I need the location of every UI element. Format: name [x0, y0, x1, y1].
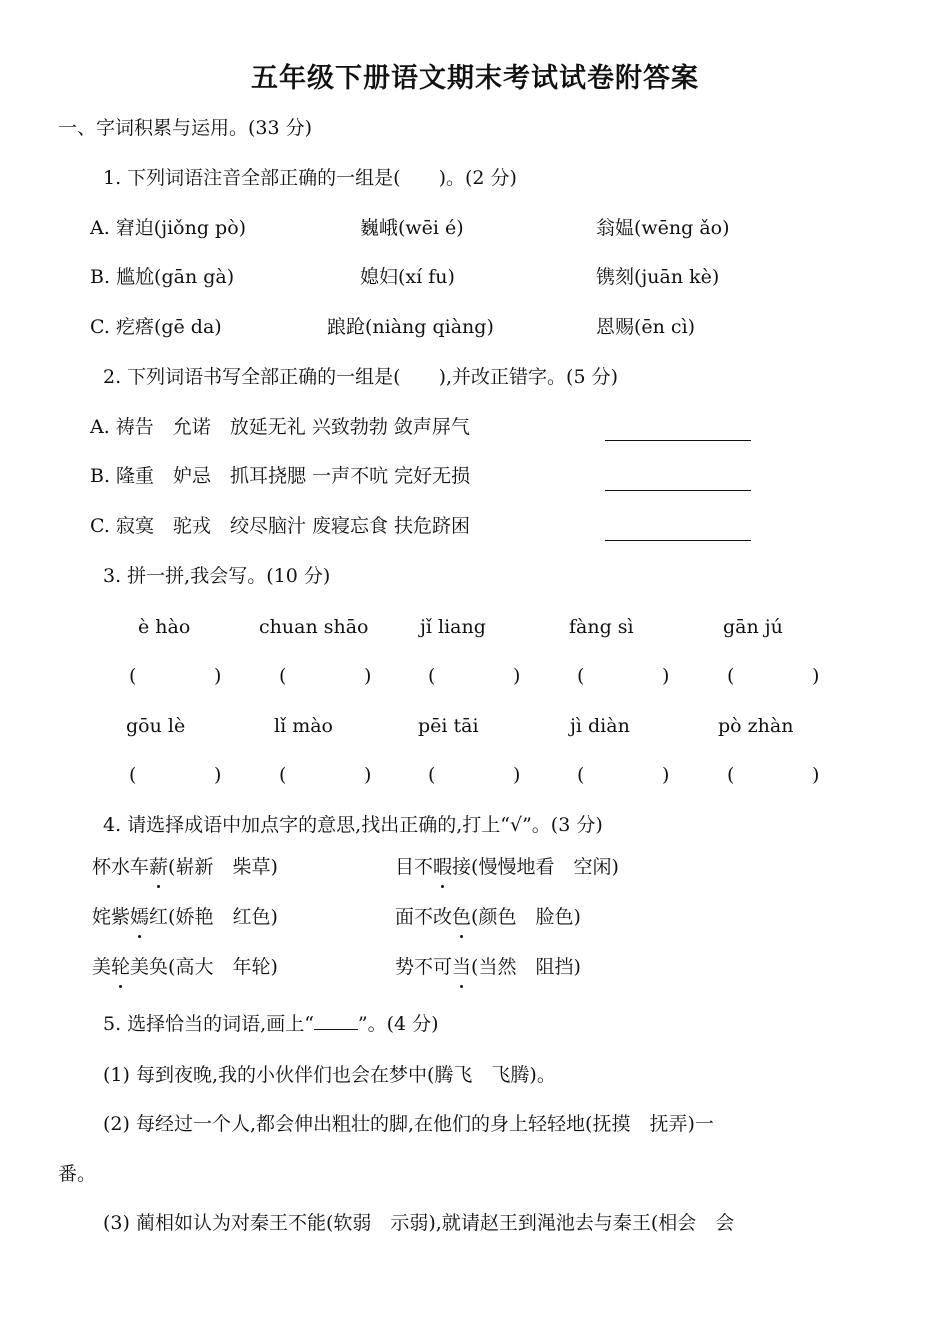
paren-close: ): [812, 665, 820, 687]
q5-sentence-3: (3) 蔺相如认为对秦王不能(软弱 示弱),就请赵王到渑池去与秦王(相会 会: [103, 1212, 735, 1234]
paren-close: ): [513, 665, 521, 687]
pinyin-item: jǐ liang: [420, 616, 486, 638]
q4-options[interactable]: (慢慢地看 空闲): [471, 856, 619, 878]
q1-option-b-3: 镌刻(juān kè): [596, 266, 720, 288]
pinyin-item: pò zhàn: [718, 715, 794, 737]
dotted-char: 薪: [149, 853, 168, 881]
q2-stem: 2. 下列词语书写全部正确的一组是( ),并改正错字。(5 分): [103, 366, 618, 388]
q1-option-b-2: 媳妇(xí fu): [360, 266, 455, 288]
pinyin-item: chuan shāo: [259, 616, 369, 638]
paren-open: (: [428, 764, 436, 786]
q4-stem: 4. 请选择成语中加点字的意思,找出正确的,打上“√”。(3 分): [103, 814, 603, 836]
pinyin-item: gān jú: [723, 616, 783, 638]
paren-open: (: [577, 764, 585, 786]
q1-option-c-2: 踉跄(niàng qiàng): [327, 316, 494, 338]
q4-options[interactable]: (娇艳 红色): [168, 906, 278, 928]
q2-option-b: B. 隆重 妒忌 抓耳挠腮 一声不吭 完好无损: [90, 465, 471, 487]
paren-open: (: [129, 665, 137, 687]
pinyin-item: è hào: [138, 616, 191, 638]
paren-close: ): [364, 665, 372, 687]
q4-idiom: 面不改色(颜色 脸色): [395, 903, 581, 931]
section-heading: 一、字词积累与运用。(33 分): [58, 117, 313, 139]
underline-sample: [314, 1011, 358, 1030]
dotted-char: 轮: [111, 953, 130, 981]
q4-idiom: 杯水车薪(崭新 柴草): [92, 853, 278, 881]
dotted-char: 嫣: [130, 903, 149, 931]
pinyin-item: lǐ mào: [274, 715, 333, 737]
page-title: 五年级下册语文期末考试试卷附答案: [251, 63, 699, 94]
q4-idiom: 姹紫嫣红(娇艳 红色): [92, 903, 278, 931]
q4-options[interactable]: (当然 阻挡): [471, 956, 581, 978]
pinyin-item: jì diàn: [570, 715, 630, 737]
paren-open: (: [428, 665, 436, 687]
q2-answer-blank-b[interactable]: [605, 490, 751, 491]
paren-close: ): [812, 764, 820, 786]
q4-options[interactable]: (崭新 柴草): [168, 856, 278, 878]
q4-idiom: 目不暇接(慢慢地看 空闲): [395, 853, 619, 881]
paren-open: (: [129, 764, 137, 786]
q1-option-a-2: 巍峨(wēi é): [360, 217, 464, 239]
q5-sentence-1: (1) 每到夜晚,我的小伙伴们也会在梦中(腾飞 飞腾)。: [103, 1064, 556, 1086]
q2-option-a: A. 祷告 允诺 放延无礼 兴致勃勃 敛声屏气: [90, 416, 470, 438]
paren-open: (: [727, 665, 735, 687]
pinyin-item: fàng sì: [569, 616, 634, 638]
dotted-char: 当: [452, 953, 471, 981]
q4-idiom: 美轮美奂(高大 年轮): [92, 953, 278, 981]
q5-sentence-2: (2) 每经过一个人,都会伸出粗壮的脚,在他们的身上轻轻地(抚摸 抚弄)一: [103, 1113, 714, 1135]
pinyin-item: pēi tāi: [418, 715, 479, 737]
pinyin-item: gōu lè: [126, 715, 186, 737]
q5-sentence-2-cont: 番。: [58, 1163, 97, 1185]
q2-answer-blank-a[interactable]: [605, 440, 751, 441]
dotted-char: 色: [452, 903, 471, 931]
q2-option-c: C. 寂寞 驼戎 绞尽脑汁 废寝忘食 扶危跻困: [90, 515, 471, 537]
q4-idiom: 势不可当(当然 阻挡): [395, 953, 581, 981]
q2-answer-blank-c[interactable]: [605, 540, 751, 541]
paren-open: (: [279, 764, 287, 786]
q1-option-a-3: 翁媪(wēng ǎo): [596, 217, 730, 239]
paren-close: ): [662, 764, 670, 786]
dotted-char: 暇: [433, 853, 452, 881]
q1-option-b-1: B. 尴尬(gān gà): [90, 266, 235, 288]
paren-open: (: [577, 665, 585, 687]
q1-stem: 1. 下列词语注音全部正确的一组是( )。(2 分): [103, 167, 517, 189]
q3-stem: 3. 拼一拼,我会写。(10 分): [103, 565, 331, 587]
q1-option-c-1: C. 疙瘩(gē da): [90, 316, 222, 338]
paren-open: (: [727, 764, 735, 786]
q4-options[interactable]: (颜色 脸色): [471, 906, 581, 928]
paren-close: ): [513, 764, 521, 786]
paren-open: (: [279, 665, 287, 687]
q1-option-a-1: A. 窘迫(jiǒng pò): [90, 217, 247, 239]
paren-close: ): [662, 665, 670, 687]
paren-close: ): [214, 665, 222, 687]
q4-options[interactable]: (高大 年轮): [168, 956, 278, 978]
paren-close: ): [214, 764, 222, 786]
q5-stem: 5. 选择恰当的词语,画上“ ”。(4 分): [103, 1013, 439, 1035]
paren-close: ): [364, 764, 372, 786]
q1-option-c-3: 恩赐(ēn cì): [596, 316, 696, 338]
